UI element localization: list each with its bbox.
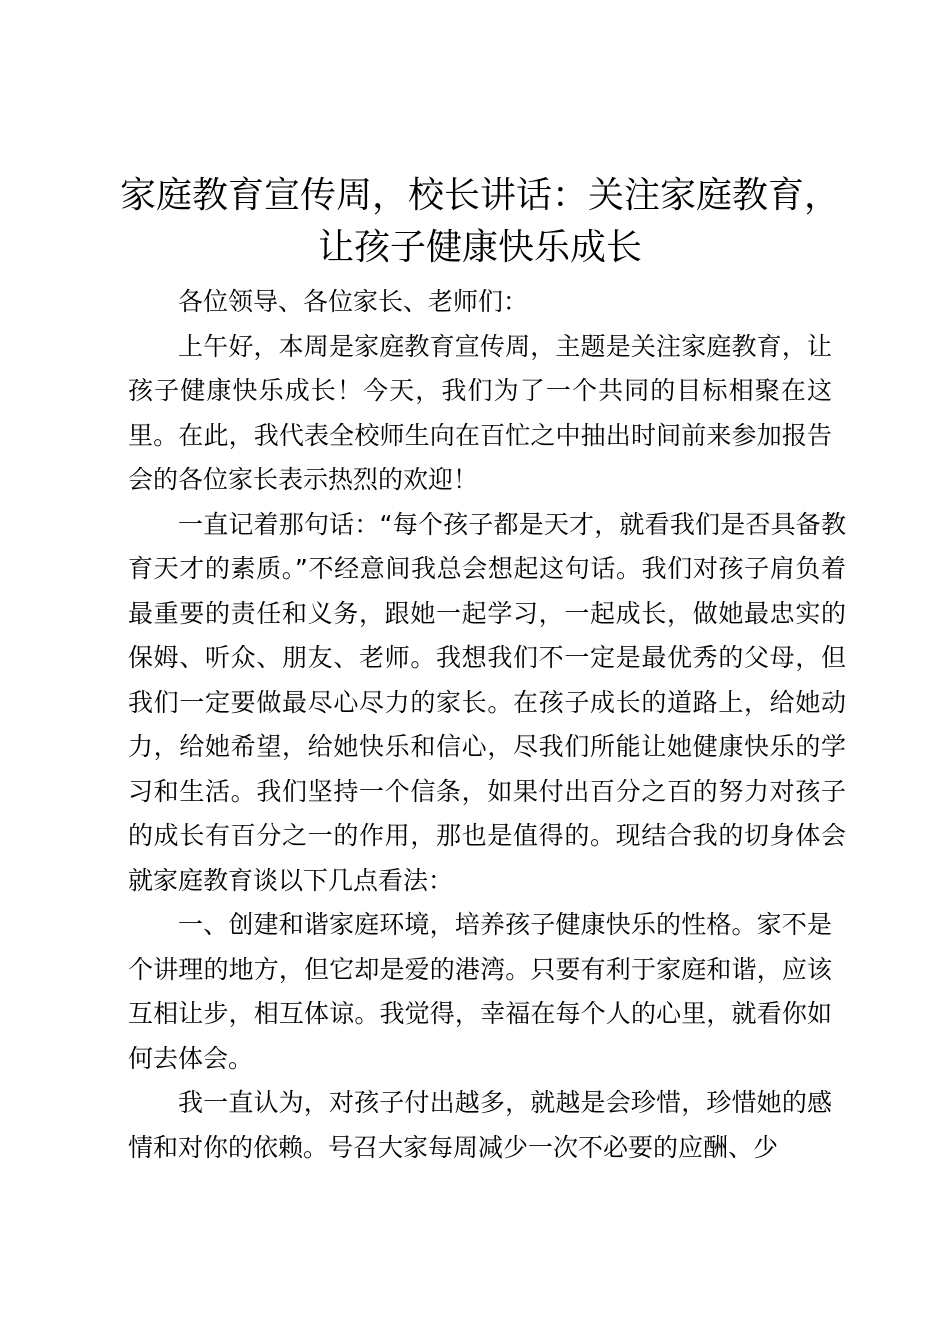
- motto-paragraph: 一直记着那句话：“每个孩子都是天才，就看我们是否具备教育天才的素质。”不经意间我总会想起这句话。我们对孩子肩负着最重要的责任和义务，跟她一起学习，一起成长，做她最忠实的保姆、听众、朋友、老师。我想我们不一定是最优秀的父母，但我们一定要做最尽心尽力的家长。在孩子成长的道路上，给她动力，给她希望，给她快乐和信心，尽我们所能让她健康快乐的学习和生活。我们坚持一个信条，如果付出百分之百的努力对孩子的成长有百分之一的作用，那也是值得的。现结合我的切身体会就家庭教育谈以下几点看法：: [128, 509, 846, 895]
- document-title: [118, 170, 842, 274]
- document-page: [119, 170, 846, 1170]
- title-line-1: 家庭教育宣传周，校长讲话：关注家庭教育，: [119, 175, 840, 216]
- salutation-paragraph: 各位领导、各位家长、老师们：: [178, 287, 529, 316]
- closing-paragraph: 我一直认为，对孩子付出越多，就越是会珍惜，珍惜她的感情和对你的依赖。号召大家每周减少一次不必要的应酬、少: [128, 1088, 832, 1162]
- title-line-2: 让孩子健康快乐成长: [317, 227, 642, 268]
- point-one-paragraph: 一、创建和谐家庭环境，培养孩子健康快乐的性格。家不是个讲理的地方，但它却是爱的港湾。只要有利于家庭和谐，应该互相让步，相互体谅。我觉得，幸福在每个人的心里，就看你如何去体会。: [128, 910, 832, 1073]
- greeting-paragraph: 上午好，本周是家庭教育宣传周，主题是关注家庭教育，让孩子健康快乐成长！今天，我们为了一个共同的目标相聚在这里。在此，我代表全校师生向在百忙之中抽出时间前来参加报告会的各位家长表示热烈的欢迎！: [128, 331, 832, 494]
- document-body: [128, 280, 846, 1170]
